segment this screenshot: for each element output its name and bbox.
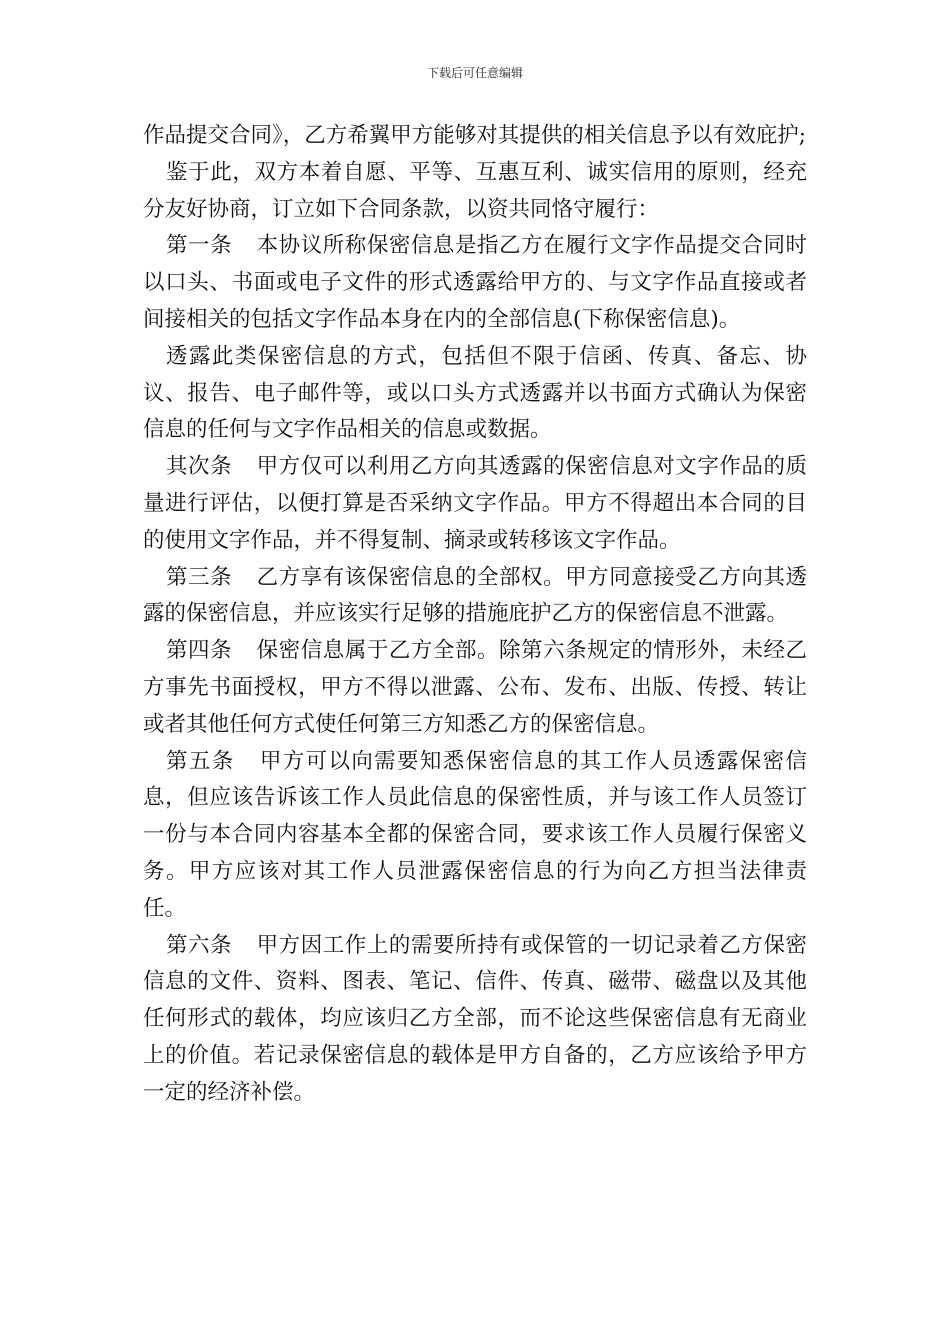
document-body [143,118,807,1112]
article-text: 保密信息属于乙方全部。除第六条规定的情形外，未经乙方事先书面授权，甲方不得以泄露、公布、发布、出版、传授、转让或者其他任何方式使任何第三方知悉乙方的保密信息。 [143,638,807,737]
article-6 [143,928,807,1112]
article-label: 其次条 [166,454,233,480]
paragraph-disclosure-methods [143,339,807,449]
article-label: 第六条 [166,932,233,958]
article-1 [143,228,807,338]
article-4 [143,633,807,743]
paragraph-text: 鉴于此，双方本着自愿、平等、互惠互利、诚实信用的原则，经充分友好协商，订立如下合同条款，以资共同恪守履行： [143,159,807,222]
article-text: 本协议所称保密信息是指乙方在履行文字作品提交合同时以口头、书面或电子文件的形式透露给甲方的、与文字作品直接或者间接相关的包括文字作品本身在内的全部信息(下称保密信息)。 [143,233,807,332]
article-5 [143,744,807,928]
article-label: 第一条 [166,233,233,259]
article-2 [143,449,807,559]
paragraph-text: 透露此类保密信息的方式，包括但不限于信函、传真、备忘、协议、报告、电子邮件等，或以口头方式透露并以书面方式确认为保密信息的任何与文字作品相关的信息或数据。 [143,343,807,443]
article-label: 第四条 [166,638,233,664]
article-text: 甲方仅可以利用乙方向其透露的保密信息对文字作品的质量进行评估，以便打算是否采纳文字作品。甲方不得超出本合同的目的使用文字作品，并不得复制、摘录或转移该文字作品。 [143,454,807,553]
article-text: 甲方可以向需要知悉保密信息的其工作人员透露保密信息，但应该告诉该工作人员此信息的保密性质，并与该工作人员签订一份与本合同内容基本全都的保密合同，要求该工作人员履行保密义务。甲方应该对其工作人员泄露保密信息的行为向乙方担当法律责任。 [143,748,807,921]
header-text: 下载后可任意编辑 [426,66,523,80]
article-label: 第五条 [166,748,235,774]
article-text: 甲方因工作上的需要所持有或保管的一切记录着乙方保密信息的文件、资料、图表、笔记、信件、传真、磁带、磁盘以及其他任何形式的载体，均应该归乙方全部，而不论这些保密信息有无商业上的价值。若记录保密信息的载体是甲方自备的，乙方应该给予甲方一定的经济补偿。 [143,932,807,1105]
paragraph-preamble [143,155,807,229]
page-header [0,63,950,83]
article-3 [143,560,807,634]
paragraph-text: 作品提交合同》，乙方希翼甲方能够对其提供的相关信息予以有效庇护; [143,123,806,148]
article-text: 乙方享有该保密信息的全部权。甲方同意接受乙方向其透露的保密信息，并应该实行足够的措施庇护乙方的保密信息不泄露。 [143,564,807,627]
article-label: 第三条 [166,564,233,590]
paragraph-continuation [143,118,807,155]
